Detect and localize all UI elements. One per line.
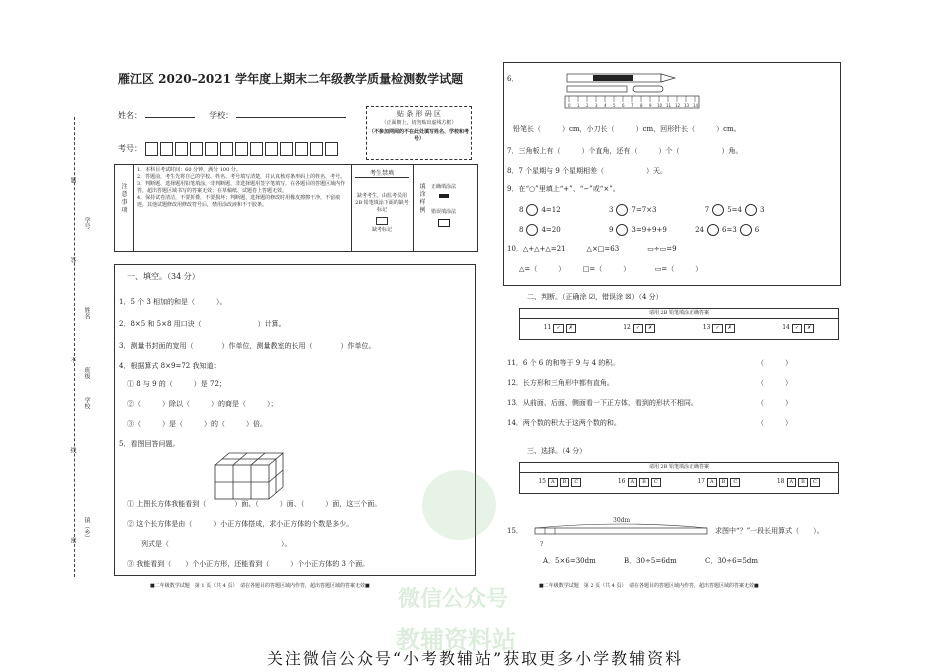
question-11: 11．6 个 6 的和等于 9 与 4 的积。 [507,359,620,367]
question-4b: ②（ ）除以（ ）的商是（ ）； [127,400,278,408]
seal-text-2: 答 [69,257,76,263]
notice-3: 3．判断题、选择题用铅笔填涂，非判断题、非选择题用签字笔填写，在各题目的答题区域内作答，超出答题区域书写的答案无效；在草稿纸、试题卷上答题无效。 [137,181,346,194]
operator-circle[interactable] [740,224,752,236]
answer-paren-14: （ ） [757,419,792,427]
question-6-label: 6． [507,75,519,83]
exam-no-label: 考号： [118,144,142,153]
seal-text-1: 题 [69,177,76,183]
choice-bubble-16[interactable]: 16 A B C [618,478,661,487]
operator-circle[interactable] [526,204,538,216]
question-15-label: 15． [507,527,523,535]
operator-circle[interactable] [526,224,538,236]
choice-bubble-18[interactable]: 18 A B C [777,478,820,487]
answer-paren-12: （ ） [757,379,792,387]
question-9: 9．在“○”里填上“+”、“−”或“×”。 [507,185,620,193]
judge-bubble-14[interactable]: 14 ✓ ✗ [782,324,814,333]
ruler-tick-0: 0 [568,103,571,108]
right-page: 6． 0 1 2 3 4 5 6 7 8 9 10 11 12 13 14 铅笔长（ ）cm，小刀长（ ）cm，回形针长（ ）cm。 7．三角板上有（ ）个直角，还有（ ）个（ ）角。 8．7 个星期与 9 个星期相差（ ）天。 9．在“○”里填上“+”、“−”或“×”。 8 4=12 3 7=7×3 7 5=4 3 8 4=20 9 3=9+9+9 24 6=3 6 10．△+△+△=21 △×□=63 ▭÷▭=9 △=（ ） □=（ ） ▭=（ ） 二、判断。（正确涂 ☑，错误涂 ☒）（4 分） 请用 2B 铅笔填涂正确答案 11 ✓ ✗ 12 ✓ ✗ 13 ✓ ✗ 14 ✓ ✗ 11．6 个 6 的和等于 9 与 4 的积。 12．长方形和三角形中都有直角。 13．从前面、后面、侧面看一下正方体，看到的形状不相同。 14．两个数的积大于这两个数的和。 （ ） （ ） （ ） （ ） 三、选择。（4 分） 请用 2B 铅笔填涂正确答案 15 A B C 16 A B C 17 A B C 18 A B C 15． 30dm ? 求图中“？”一段长用算式（ ）。 A．5×6=30dm B．30÷5=6dm C．30÷6=5dm ■二年级数学试题 第 2 页（共 4 页） 请在各题目的答题区域内作答，超出答题区域的答案无效■ [503,62,843,592]
question-4a: ① 8 与 9 的（ ）是 72； [127,380,226,388]
notice-4: 4．保持试卷清洁，不要折叠，不要损坏；判断题、选择题的修改时用橡皮擦擦干净，不留痕迹，其他试题修改用修改符号后，禁用涂改液和不干胶条。 [137,195,341,208]
ruler-tick-11: 11 [666,103,672,108]
exam-title: 雁江区 2020–2021 学年度上期末二年级教学质量检测数学试题 [118,72,464,86]
judge-bubble-12[interactable]: 12 ✓ ✗ [623,324,655,333]
answer-paren-11: （ ） [757,359,792,367]
fill-wrong-sample [438,219,450,227]
ruler-tick-8: 8 [640,103,643,108]
side-label-name: 姓名 [83,307,90,319]
question-14: 14．两个数的积大于这两个数的和。 [507,419,621,427]
binding-strip [70,117,102,587]
notice-2: 2．答题前，考生先将自己的学校、姓名、考号填写清楚，并认真核对条形码上的姓名、考号。 [137,174,346,180]
side-label-school: 学校 [83,397,90,409]
question-5: 5．看图回答问题。 [119,440,180,448]
segment-length-label: 30dm [613,517,631,524]
question-2: 2．8×5 和 5×8 用口诀（ ）计算。 [119,320,286,328]
segment-question-mark: ? [540,541,544,548]
ruler-tick-4: 4 [604,103,607,108]
question-13: 13．从前面、后面、侧面看一下正方体，看到的形状不相同。 [507,399,698,407]
notice-1: 1．本科目考试时间：60 分钟，满分 100 分。 [137,167,241,173]
ruler-tick-1: 1 [577,103,580,108]
operator-circle[interactable] [616,224,628,236]
absent-title: 考生禁填 [355,168,409,178]
fill-correct-sample [439,194,449,198]
school-label: 学校： [209,111,234,120]
operator-circle[interactable] [707,224,719,236]
choice-bubble-box: 请用 2B 铅笔填涂正确答案 15 A B C 16 A B C 17 A B C 18 A B C [519,462,839,494]
barcode-title: 贴 条 形 码 区 [397,110,441,118]
left-footer: ■二年级数学试题 第 1 页（共 4 页） 请在各题目的答题区域内作答，超出答题区域的答案无效■ [150,583,370,589]
ruler-tick-3: 3 [595,103,598,108]
question-12: 12．长方形和三角形中都有直角。 [507,379,614,387]
question-10: 10．△+△+△=21 △×□=63 ▭÷▭=9 [507,245,677,253]
bottom-banner: 关注微信公众号“小考教辅站”获取更多小学教辅资料 [266,649,684,668]
watermark-logo [422,470,496,540]
ruler-tick-14: 14 [693,103,699,108]
question-5b: ② 这个长方体是由（ ）小正方体搭成，求小正方体的个数是多少。 [127,520,354,528]
option-15c: C．30÷6=5dm [705,557,759,565]
watermark-text-2: 教辅资料站 [396,626,516,654]
seal-text-3: 不 [69,357,76,363]
option-15a: A．5×6=30dm [543,557,596,565]
section-3-title: 三、选择。（4 分） [527,447,587,455]
choice-bubble-17[interactable]: 17 A B C [697,478,740,487]
ruler-tick-9: 9 [649,103,652,108]
ruler-tick-7: 7 [631,103,634,108]
question-1: 1．5 个 3 相加的和是（ ）。 [119,298,227,306]
segment-figure [531,514,711,550]
section-1-title: 一、填空。（34 分） [127,272,200,281]
right-footer: ■二年级数学试题 第 2 页（共 4 页） 请在各题目的答题区域内作答，超出答题区域的答案无效■ [539,583,759,589]
ruler-tick-13: 13 [684,103,690,108]
question-7: 7．三角板上有（ ）个直角，还有（ ）个（ ）角。 [507,147,743,155]
question-5a: ① 上图长方体我能看到（ ）面、（ ）面、（ ）面，这三个面。 [127,500,382,508]
judge-bubble-13[interactable]: 13 ✓ ✗ [703,324,735,333]
question-10-answers: △=（ ） □=（ ） ▭=（ ） [519,265,703,273]
seal-text-4: 线 [69,447,76,453]
cuboid-figure [213,451,285,501]
section-2-title: 二、判断。（正确涂 ☑，错误涂 ☒）（4 分） [527,293,663,301]
ruler-tick-6: 6 [622,103,625,108]
judge-bubble-11[interactable]: 11 ✓ ✗ [544,324,576,333]
ruler-tick-12: 12 [675,103,681,108]
question-15-tail: 求图中“？”一段长用算式（ ）。 [715,527,824,535]
option-15b: B．30÷5=6dm [623,557,677,565]
absent-mark-box[interactable] [376,217,388,225]
question-4: 4．根据算式 8×9=72 我知道： [119,362,221,370]
name-label: 姓名： [118,111,142,120]
notice-table: 注 意 事 项 1．本科目考试时间：60 分钟，满分 100 分。 2．答题前，考生先将自己的学校、姓名、考号填写清楚，并认真核对条形码上的姓名、考号。 3．判断题、选择题用铅笔填涂，非判断题、非选择题用签字笔填写，在各题目的答题区域内作答，超出答题区域书写的答案无效；在草稿纸、试题卷上答题无效。 4．保持试卷清洁，不要折叠，不要损坏；判断题、选择题的修改时用橡皮擦擦干净，不留痕迹，其他试题修改用修改符号后，禁用涂改液和不干胶条。 考生禁填 缺考考生，由监考员用 2B 铅笔填涂下面的缺考标记 缺考标记 填 涂 样 例 正确填涂法 错误填涂法 [114,164,478,252]
question-8: 8．7 个星期与 9 个星期相差（ ）天。 [507,167,668,175]
side-label-town: 镇（乡） [83,517,90,541]
school-field[interactable] [236,117,346,118]
watermark-text-1: 微信公众号 [398,587,509,612]
question-5c: 列式是（ ）。 [141,540,292,548]
question-3: 3．测量书封面的宽用（ ）作单位，测量教室的长用（ ）作单位。 [119,342,376,350]
operator-circle[interactable] [745,204,757,216]
choice-bubble-15[interactable]: 15 A B C [538,478,581,487]
question-5d: ③ 我能看到（ ）个小正方形，还能看到（ ）个小正方体的 3 个面。 [127,560,370,568]
question-4c: ③（ ）是（ ）的（ ）倍。 [127,420,267,428]
ruler-tick-5: 5 [613,103,616,108]
ruler-figure [563,70,703,114]
answer-paren-13: （ ） [757,399,792,407]
ruler-tick-2: 2 [586,103,589,108]
name-field[interactable] [145,117,195,118]
operator-circle[interactable] [712,204,724,216]
seal-text-5: 密 [69,537,76,543]
side-label-class: 班级 [83,367,90,379]
side-label-id: 学号 [83,217,90,229]
judge-bubble-box: 请用 2B 铅笔填涂正确答案 11 ✓ ✗ 12 ✓ ✗ 13 ✓ ✗ 14 ✓ ✗ [519,308,839,340]
operator-circle[interactable] [616,204,628,216]
exam-no-boxes[interactable] [145,144,340,153]
ruler-tick-10: 10 [657,103,663,108]
barcode-area: 贴 条 形 码 区 （正面朝上，切勿贴出虚线方框） （不参加网阅的不在此处填写姓名、学校和考号） [366,106,472,160]
question-6-text: 铅笔长（ ）cm，小刀长（ ）cm，回形针长（ ）cm。 [513,125,741,133]
section-1-box [114,264,476,576]
